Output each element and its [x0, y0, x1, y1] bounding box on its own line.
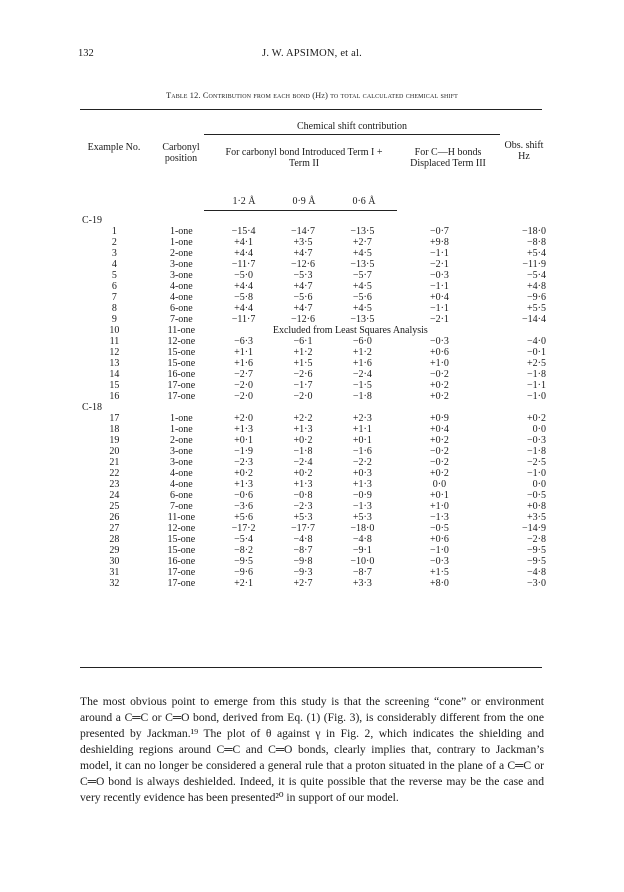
cell-term-0-6A: −2·2 — [352, 457, 372, 468]
cell-carbonyl-position: 15-one — [167, 347, 196, 358]
table-row — [80, 325, 550, 336]
cell-term-0-9A: −2·3 — [293, 501, 313, 512]
cell-term-1-2A: −9·6 — [234, 567, 254, 578]
cell-example-no: 5 — [111, 270, 117, 281]
cell-carbonyl-position: 1-one — [169, 424, 193, 435]
cell-term-0-9A: +1·2 — [293, 347, 313, 358]
cell-term-0-6A: −9·1 — [352, 545, 372, 556]
cell-observed-shift: +4·8 — [527, 281, 546, 292]
cell-carbonyl-position: 17-one — [167, 391, 196, 402]
cell-example-no: 16 — [109, 391, 120, 402]
cell-carbonyl-position: 15-one — [167, 545, 196, 556]
cell-carbonyl-position: 7-one — [169, 501, 193, 512]
cell-example-no: 20 — [109, 446, 120, 457]
cell-observed-shift: −1·8 — [527, 369, 546, 380]
cell-excluded-note: Excluded from Least Squares Analysis — [272, 325, 428, 336]
cell-term-III: −0·2 — [429, 446, 449, 457]
header-carbonyl-position: Carbonyl position — [162, 142, 200, 164]
cell-term-III: −1·0 — [429, 545, 449, 556]
cell-term-1-2A: +1·3 — [234, 424, 254, 435]
cell-term-III: −0·2 — [429, 369, 449, 380]
cell-term-0-6A: +3·3 — [352, 578, 372, 589]
table-row — [80, 347, 550, 358]
cell-example-no: 19 — [109, 435, 120, 446]
table-body — [80, 215, 550, 589]
table-row — [80, 292, 550, 303]
table-row — [80, 259, 550, 270]
cell-term-0-9A: +1·3 — [293, 479, 313, 490]
cell-term-0-9A: −17·7 — [290, 523, 315, 534]
header-for-carbonyl-bond: For carbonyl bond Introduced Term I + Term II — [225, 147, 383, 169]
table-row — [80, 303, 550, 314]
cell-term-1-2A: +0·1 — [234, 435, 254, 446]
cell-term-1-2A: +2·0 — [234, 413, 254, 424]
cell-example-no: 32 — [109, 578, 120, 589]
table-row — [80, 534, 550, 545]
cell-example-no: 12 — [109, 347, 120, 358]
cell-term-0-9A: −1·7 — [293, 380, 313, 391]
cell-carbonyl-position: 7-one — [169, 314, 193, 325]
cell-term-III: +0·2 — [429, 468, 449, 479]
cell-carbonyl-position: 4-one — [169, 292, 193, 303]
cell-term-0-9A: −4·8 — [293, 534, 313, 545]
cell-term-0-6A: −1·6 — [352, 446, 372, 457]
cell-term-0-9A: −2·6 — [293, 369, 313, 380]
cell-carbonyl-position: 17-one — [167, 578, 196, 589]
cell-term-0-9A: −12·6 — [290, 259, 315, 270]
cell-carbonyl-position: 1-one — [169, 226, 193, 237]
cell-observed-shift: −1·0 — [527, 468, 546, 479]
cell-term-0-9A: −2·0 — [293, 391, 313, 402]
cell-carbonyl-position: 4-one — [169, 468, 193, 479]
cell-observed-shift: −2·8 — [527, 534, 546, 545]
cell-example-no: 9 — [111, 314, 117, 325]
table-row — [80, 512, 550, 523]
cell-observed-shift: −4·8 — [527, 567, 546, 578]
cell-term-1-2A: +0·2 — [234, 468, 254, 479]
cell-term-III: −1·3 — [429, 512, 449, 523]
cell-example-no: 28 — [109, 534, 120, 545]
cell-observed-shift: 0·0 — [532, 424, 546, 435]
cell-example-no: 14 — [109, 369, 120, 380]
cell-term-0-9A: −12·6 — [290, 314, 315, 325]
cell-term-III: −0·7 — [429, 226, 449, 237]
cell-term-0-6A: −18·0 — [350, 523, 375, 534]
cell-term-III: +0·2 — [429, 391, 449, 402]
cell-term-1-2A: −11·7 — [231, 314, 256, 325]
cell-carbonyl-position: 3-one — [169, 457, 193, 468]
cell-term-0-9A: +5·3 — [293, 512, 313, 523]
cell-carbonyl-position: 1-one — [169, 413, 193, 424]
distance-underline-rule — [204, 210, 397, 211]
cell-example-no: 3 — [111, 248, 117, 259]
cell-term-III: +0·2 — [429, 380, 449, 391]
cell-example-no: 26 — [109, 512, 120, 523]
cell-carbonyl-position: 4-one — [169, 281, 193, 292]
group-row — [80, 402, 550, 413]
cell-term-1-2A: +1·3 — [234, 479, 254, 490]
cell-carbonyl-position: 3-one — [169, 270, 193, 281]
cell-example-no: 22 — [109, 468, 120, 479]
group-spacer — [149, 215, 550, 226]
cell-term-0-9A: +3·5 — [293, 237, 313, 248]
cell-term-0-9A: +2·7 — [293, 578, 313, 589]
cell-example-no: 21 — [109, 457, 120, 468]
cell-term-0-9A: −5·6 — [293, 292, 313, 303]
cell-term-0-6A: +1·3 — [352, 479, 372, 490]
cell-term-1-2A: −6·3 — [234, 336, 254, 347]
cell-example-no: 30 — [109, 556, 120, 567]
cell-observed-shift: −9·5 — [527, 556, 546, 567]
cell-observed-shift: +2·5 — [527, 358, 546, 369]
group-spacer — [149, 402, 550, 413]
cell-term-0-9A: −6·1 — [293, 336, 313, 347]
cell-carbonyl-position: 11-one — [167, 325, 196, 336]
cell-term-1-2A: −0·6 — [234, 490, 254, 501]
cell-term-0-9A: −8·7 — [293, 545, 313, 556]
table-row — [80, 567, 550, 578]
table-row — [80, 336, 550, 347]
cell-observed-shift: −5·4 — [527, 270, 546, 281]
cell-term-0-6A: −5·6 — [352, 292, 372, 303]
cell-carbonyl-position: 2-one — [169, 248, 193, 259]
cell-term-1-2A: −17·2 — [231, 523, 256, 534]
cell-observed-shift: −1·8 — [527, 446, 546, 457]
cell-term-1-2A: −1·9 — [234, 446, 254, 457]
cell-term-III: −0·3 — [429, 336, 449, 347]
cell-observed-shift: −4·0 — [527, 336, 546, 347]
cell-term-0-9A: +1·3 — [293, 424, 313, 435]
cell-term-III: −0·5 — [429, 523, 449, 534]
cell-observed-shift: −1·0 — [527, 391, 546, 402]
body-paragraph: The most obvious point to emerge from this study is that the screening “cone” or environment around a C═C or C═O bond, derived from Eq. (1) (Fig. 3), is considerably different from the one presented by Jackman.¹⁹ The plot of θ against γ in Fig. 2, which indicates the shielding and deshielding regions around C═C and C═O bonds, clearly implies that, contrary to Jackman’s model, it can no longer be considered a general rule that a proton situated in the plane of a C═C or C═O bond is always deshielded. Indeed, it is quite possible that the reverse may be the case and very recently evidence has been presented²⁰ in support of our model. — [80, 695, 544, 804]
cell-term-0-9A: +4·7 — [293, 281, 313, 292]
cell-term-1-2A: −5·8 — [234, 292, 254, 303]
cell-observed-shift: −2·5 — [527, 457, 546, 468]
cell-term-1-2A: +5·6 — [234, 512, 254, 523]
table-bottom-rule — [80, 667, 542, 668]
cell-term-0-6A: +2·3 — [352, 413, 372, 424]
cell-term-0-6A: −1·3 — [352, 501, 372, 512]
cell-term-0-9A: +0·2 — [293, 435, 313, 446]
cell-term-III: 0·0 — [432, 479, 447, 490]
cell-example-no: 25 — [109, 501, 120, 512]
cell-observed-shift: −0·5 — [527, 490, 546, 501]
table-row — [80, 391, 550, 402]
cell-term-III: −0·3 — [429, 556, 449, 567]
cell-term-1-2A: +4·1 — [234, 237, 254, 248]
cell-example-no: 10 — [109, 325, 120, 336]
cell-observed-shift: −18·0 — [522, 226, 546, 237]
table-row — [80, 523, 550, 534]
cell-carbonyl-position: 2-one — [169, 435, 193, 446]
cell-term-III: −0·3 — [429, 270, 449, 281]
cell-term-0-9A: −0·8 — [293, 490, 313, 501]
cell-observed-shift: −14·9 — [522, 523, 546, 534]
cell-observed-shift: 0·0 — [532, 479, 546, 490]
cell-carbonyl-position: 6-one — [169, 490, 193, 501]
cell-carbonyl-position: 4-one — [169, 479, 193, 490]
group-label: C-19 — [82, 215, 102, 226]
cell-observed-shift: −1·1 — [527, 380, 546, 391]
table-row — [80, 248, 550, 259]
cell-example-no: 31 — [109, 567, 120, 578]
cell-term-1-2A: +4·4 — [234, 281, 254, 292]
cell-term-0-6A: −6·0 — [352, 336, 372, 347]
cell-term-III: +0·2 — [429, 435, 449, 446]
cell-term-1-2A: −15·4 — [231, 226, 256, 237]
cell-example-no: 15 — [109, 380, 120, 391]
cell-example-no: 8 — [111, 303, 117, 314]
cell-observed-shift: +5·4 — [527, 248, 546, 259]
cell-term-0-6A: +5·3 — [352, 512, 372, 523]
cell-carbonyl-position: 15-one — [167, 358, 196, 369]
cell-observed-shift: −0·3 — [527, 435, 546, 446]
cell-term-1-2A: −9·5 — [234, 556, 254, 567]
cell-term-0-6A: −8·7 — [352, 567, 372, 578]
table-row — [80, 578, 550, 589]
cell-observed-shift: −8·8 — [527, 237, 546, 248]
cell-term-0-6A: −10·0 — [350, 556, 375, 567]
table-row — [80, 369, 550, 380]
cell-example-no: 24 — [109, 490, 120, 501]
cell-term-1-2A: +4·4 — [234, 248, 254, 259]
header-distance-1: 1·2 Å — [232, 196, 256, 207]
cell-term-0-9A: −9·3 — [293, 567, 313, 578]
cell-term-III: +0·9 — [429, 413, 449, 424]
cell-carbonyl-position: 12-one — [167, 523, 196, 534]
cell-term-1-2A: −3·6 — [234, 501, 254, 512]
cell-example-no: 6 — [111, 281, 117, 292]
cell-term-0-6A: −1·8 — [352, 391, 372, 402]
cell-term-0-9A: +2·2 — [293, 413, 313, 424]
cell-term-0-6A: +0·1 — [352, 435, 372, 446]
cell-term-1-2A: −5·4 — [234, 534, 254, 545]
table-row — [80, 545, 550, 556]
header-chemical-shift-contribution: Chemical shift contribution — [297, 121, 407, 132]
cell-term-0-6A: −5·7 — [352, 270, 372, 281]
cell-carbonyl-position: 17-one — [167, 380, 196, 391]
cell-term-0-9A: +1·5 — [293, 358, 313, 369]
cell-example-no: 23 — [109, 479, 120, 490]
cell-term-III: +9·8 — [429, 237, 449, 248]
cell-carbonyl-position: 3-one — [169, 259, 193, 270]
table-row — [80, 270, 550, 281]
table-row — [80, 281, 550, 292]
cell-carbonyl-position: 17-one — [167, 567, 196, 578]
table-row — [80, 556, 550, 567]
header-distance-3: 0·6 Å — [352, 196, 376, 207]
cell-observed-shift: −9·6 — [527, 292, 546, 303]
cell-carbonyl-position: 12-one — [167, 336, 196, 347]
group-row — [80, 215, 550, 226]
cell-term-1-2A: −11·7 — [231, 259, 256, 270]
table-row — [80, 435, 550, 446]
cell-example-no: 27 — [109, 523, 120, 534]
header-example: Example No. — [87, 142, 141, 153]
data-table — [80, 215, 550, 589]
cell-term-0-6A: −13·5 — [350, 314, 375, 325]
table-row — [80, 457, 550, 468]
table-row — [80, 424, 550, 435]
cell-example-no: 29 — [109, 545, 120, 556]
cell-term-III: +0·4 — [429, 424, 449, 435]
cell-observed-shift: −3·0 — [527, 578, 546, 589]
cell-term-1-2A: +1·1 — [234, 347, 254, 358]
cell-example-no: 2 — [111, 237, 117, 248]
table-row — [80, 358, 550, 369]
table-row — [80, 468, 550, 479]
cell-term-1-2A: −2·7 — [234, 369, 254, 380]
cell-observed-shift: +0·2 — [527, 413, 546, 424]
table-row — [80, 380, 550, 391]
cell-term-0-9A: −14·7 — [290, 226, 315, 237]
cell-term-III: −1·1 — [429, 303, 449, 314]
cell-term-III: −2·1 — [429, 259, 449, 270]
cell-example-no: 11 — [109, 336, 120, 347]
cell-term-0-6A: +1·6 — [352, 358, 372, 369]
cell-term-III: −1·1 — [429, 281, 449, 292]
cell-example-no: 4 — [111, 259, 117, 270]
table-row — [80, 501, 550, 512]
cell-carbonyl-position: 16-one — [167, 369, 196, 380]
table-row — [80, 446, 550, 457]
cell-empty — [487, 325, 550, 336]
cell-term-1-2A: +4·4 — [234, 303, 254, 314]
cell-observed-shift: +0·8 — [527, 501, 546, 512]
cell-term-III: +0·6 — [429, 347, 449, 358]
cell-term-0-6A: +0·3 — [352, 468, 372, 479]
cell-carbonyl-position: 6-one — [169, 303, 193, 314]
cell-term-1-2A: +2·1 — [234, 578, 254, 589]
table-row — [80, 490, 550, 501]
cell-example-no: 13 — [109, 358, 120, 369]
cell-example-no: 18 — [109, 424, 120, 435]
cell-term-0-9A: −5·3 — [293, 270, 313, 281]
cell-term-0-6A: −0·9 — [352, 490, 372, 501]
table-row — [80, 237, 550, 248]
cell-term-0-9A: +4·7 — [293, 248, 313, 259]
cell-observed-shift: −9·5 — [527, 545, 546, 556]
cell-term-III: +1·0 — [429, 501, 449, 512]
cell-term-0-6A: −1·5 — [352, 380, 372, 391]
cell-term-0-9A: −9·8 — [293, 556, 313, 567]
cell-term-0-9A: −1·8 — [293, 446, 313, 457]
cell-carbonyl-position: 16-one — [167, 556, 196, 567]
cell-term-III: −0·2 — [429, 457, 449, 468]
table-caption: Table 12. Contribution from each bond (Hz) to total calculated chemical shift — [166, 91, 458, 100]
cell-observed-shift: −14·4 — [522, 314, 546, 325]
cell-term-0-9A: +4·7 — [293, 303, 313, 314]
cell-term-0-6A: +2·7 — [352, 237, 372, 248]
cell-term-III: +1·5 — [429, 567, 449, 578]
cell-example-no: 7 — [111, 292, 117, 303]
header-obs-shift: Obs. shift Hz — [504, 140, 544, 162]
page-number: 132 — [78, 48, 94, 59]
table-top-rule — [80, 109, 542, 110]
table-row — [80, 226, 550, 237]
cell-term-1-2A: −5·0 — [234, 270, 254, 281]
cell-carbonyl-position: 1-one — [169, 237, 193, 248]
cell-example-no: 1 — [111, 226, 117, 237]
cell-term-0-6A: +1·1 — [352, 424, 372, 435]
cell-term-III: +0·6 — [429, 534, 449, 545]
header-divider-rule — [204, 134, 500, 135]
cell-term-0-6A: −2·4 — [352, 369, 372, 380]
cell-term-III: +8·0 — [429, 578, 449, 589]
cell-term-0-6A: −4·8 — [352, 534, 372, 545]
header-for-ch-bonds: For C—H bonds Displaced Term III — [410, 147, 486, 169]
cell-term-0-6A: −13·5 — [350, 259, 375, 270]
cell-observed-shift: −11·9 — [522, 259, 546, 270]
cell-carbonyl-position: 3-one — [169, 446, 193, 457]
cell-example-no: 17 — [109, 413, 120, 424]
header-distance-2: 0·9 Å — [292, 196, 316, 207]
cell-term-1-2A: −2·0 — [234, 391, 254, 402]
cell-term-1-2A: +1·6 — [234, 358, 254, 369]
cell-observed-shift: +3·5 — [527, 512, 546, 523]
table-row — [80, 413, 550, 424]
cell-term-III: −2·1 — [429, 314, 449, 325]
table-row — [80, 479, 550, 490]
cell-term-III: +0·4 — [429, 292, 449, 303]
cell-term-III: +0·1 — [429, 490, 449, 501]
running-head: J. W. APSIMON, et al. — [262, 48, 362, 59]
cell-term-1-2A: −2·3 — [234, 457, 254, 468]
cell-term-0-9A: −2·4 — [293, 457, 313, 468]
cell-term-1-2A: −2·0 — [234, 380, 254, 391]
cell-term-III: −1·1 — [429, 248, 449, 259]
cell-term-1-2A: −8·2 — [234, 545, 254, 556]
cell-term-0-6A: +4·5 — [352, 248, 372, 259]
cell-term-0-6A: +1·2 — [352, 347, 372, 358]
cell-carbonyl-position: 11-one — [167, 512, 196, 523]
cell-observed-shift: −0·1 — [527, 347, 546, 358]
table-row — [80, 314, 550, 325]
cell-observed-shift: +5·5 — [527, 303, 546, 314]
cell-term-0-9A: +0·2 — [293, 468, 313, 479]
cell-term-0-6A: +4·5 — [352, 303, 372, 314]
cell-term-0-6A: −13·5 — [350, 226, 375, 237]
cell-term-III: +1·0 — [429, 358, 449, 369]
cell-term-0-6A: +4·5 — [352, 281, 372, 292]
cell-carbonyl-position: 15-one — [167, 534, 196, 545]
group-label: C-18 — [82, 402, 102, 413]
